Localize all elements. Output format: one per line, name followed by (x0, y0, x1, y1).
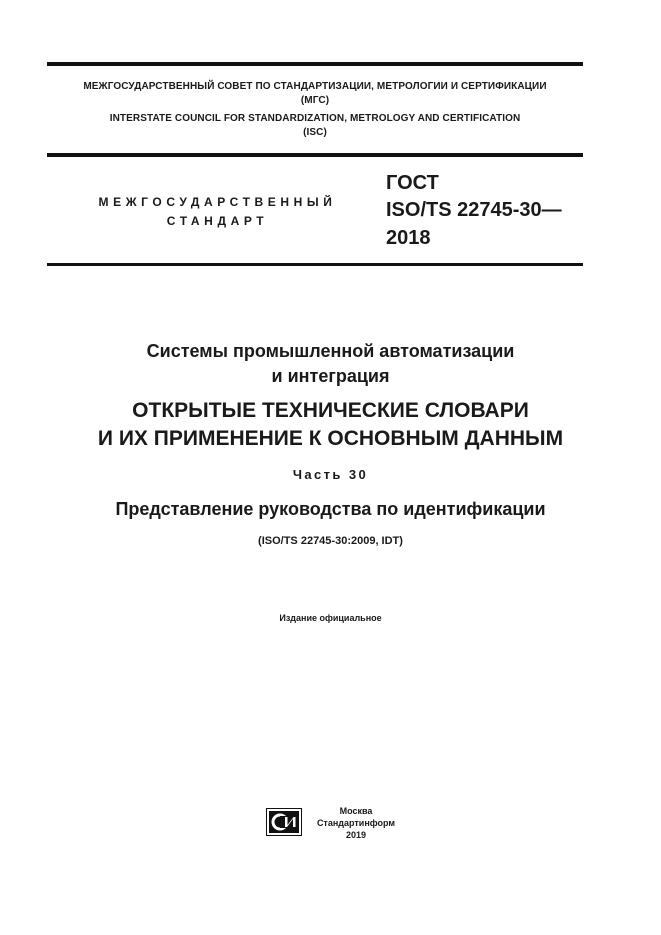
part-number: Часть 30 (292, 467, 369, 482)
standard-kind-line2: СТАНДАРТ (166, 214, 269, 228)
middle-rule (47, 153, 583, 157)
publisher-name: Стандартинформ (316, 818, 396, 828)
designation-line2: ISO/TS 22745-30— (386, 199, 562, 221)
designation-line3: 2018 (386, 227, 431, 249)
bottom-rule (47, 263, 583, 266)
title-line1: Системы промышленной автоматизации (146, 341, 515, 361)
publication-year: 2019 (345, 830, 367, 840)
standartinform-logo-icon (266, 808, 302, 836)
publisher-city: Москва (339, 806, 373, 816)
part-subtitle: Представление руководства по идентификации (115, 499, 546, 519)
council-ru-line1: МЕЖГОСУДАРСТВЕННЫЙ СОВЕТ ПО СТАНДАРТИЗАЦИИ, МЕТРОЛОГИИ И СЕРТИФИКАЦИИ (83, 81, 547, 92)
identity-note: (ISO/TS 22745-30:2009, IDT) (258, 535, 403, 547)
council-ru-line2: (МГС) (300, 95, 330, 106)
title-caps-line2: И ИХ ПРИМЕНЕНИЕ К ОСНОВНЫМ ДАННЫМ (97, 427, 564, 450)
top-rule (47, 62, 583, 66)
council-en-line2: (ISC) (303, 127, 327, 138)
council-name-russian (47, 80, 583, 108)
council-name-english (47, 112, 583, 140)
council-en-line1: INTERSTATE COUNCIL FOR STANDARDIZATION, METROLOGY AND CERTIFICATION (109, 113, 521, 124)
edition-label: Издание официальное (279, 613, 382, 623)
standard-kind-line1: МЕЖГОСУДАРСТВЕННЫЙ (98, 195, 337, 209)
title-line2: и интеграция (271, 366, 390, 386)
designation-line1: ГОСТ (386, 172, 439, 194)
title-caps-line1: ОТКРЫТЫЕ ТЕХНИЧЕСКИЕ СЛОВАРИ (132, 399, 529, 422)
